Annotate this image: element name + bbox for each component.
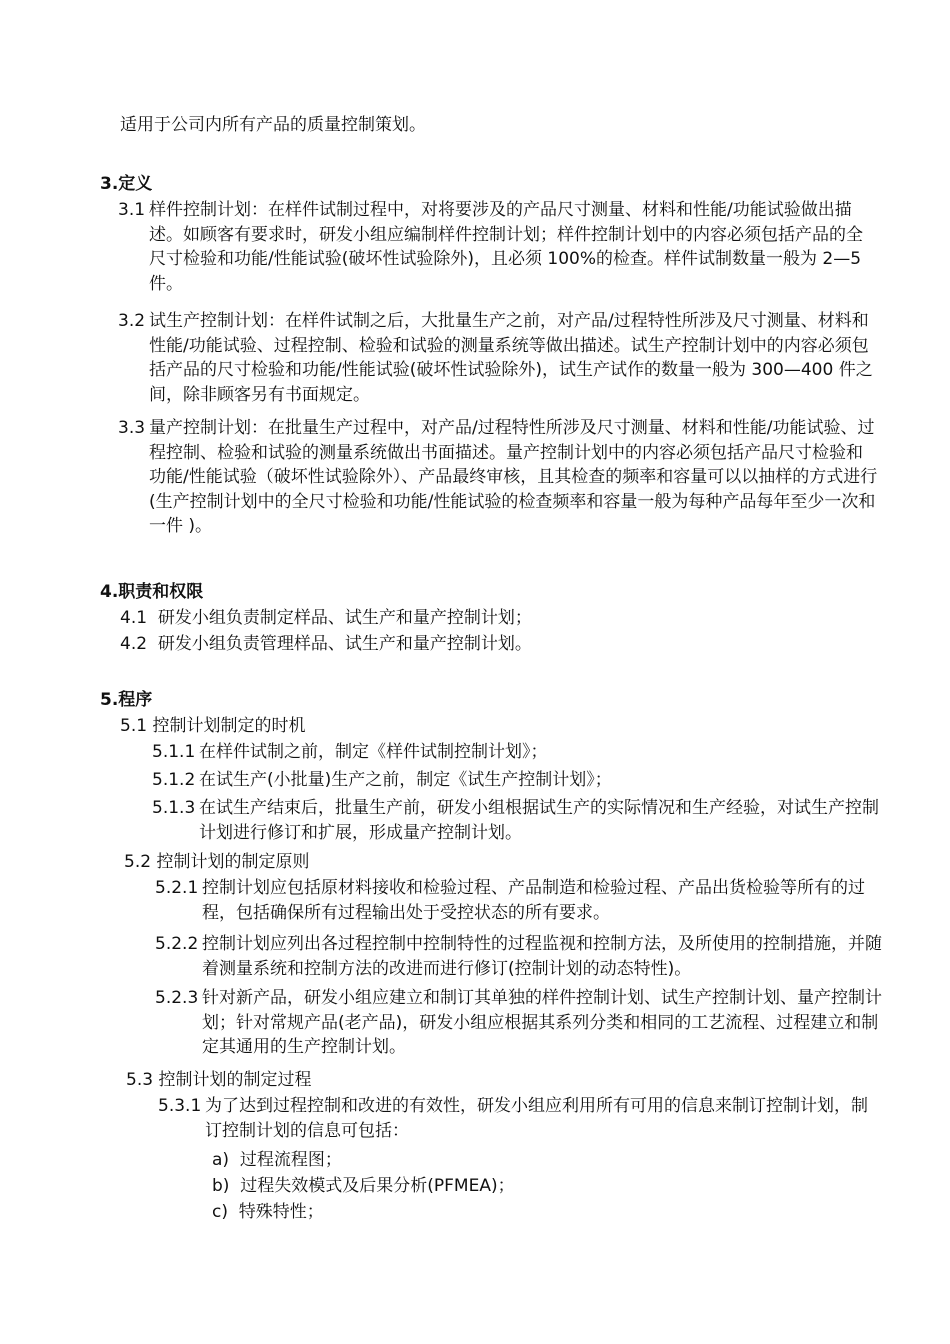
responsibility-item <box>120 606 532 630</box>
item-text: 样件控制计划：在样件试制过程中，对将要涉及的产品尺寸测量、材料和性能/功能试验做出描述。如顾客有要求时，研发小组应编制样件控制计划；样件控制计划中的内容必须包括产品的全尺寸检验和功能/性能试验(破坏性试验除外)，且必须 100%的检查。样件试制数量一般为 2—5 件。 <box>149 200 863 294</box>
procedure-item <box>155 986 883 1060</box>
item-number: 3.2 <box>118 311 146 331</box>
procedure-item <box>152 768 882 793</box>
item-text: 控制计划应列出各过程控制中控制特性的过程监视和控制方法，及所使用的控制措施，并随着测量系统和控制方法的改进而进行修订(控制计划的动态特性)。 <box>202 934 882 979</box>
item-number: 3.1 <box>118 200 146 220</box>
subsection-title: 5.2 控制计划的制定原则 <box>124 852 310 872</box>
responsibility-item <box>120 632 532 656</box>
definition-item <box>118 416 878 539</box>
subsection-title: 5.1 控制计划制定的时机 <box>120 716 306 736</box>
section-heading-definitions: 3.定义 <box>100 174 153 194</box>
procedure-item <box>152 740 882 765</box>
item-number: 4.2 <box>120 634 148 654</box>
item-text: 控制计划应包括原材料接收和检验过程、产品制造和检验过程、产品出货检验等所有的过程，包括确保所有过程输出处于受控状态的所有要求。 <box>202 878 865 923</box>
list-text: 过程流程图； <box>239 1150 342 1170</box>
item-text: 为了达到过程控制和改进的有效性，研发小组应利用所有可用的信息来制订控制计划，制订控制计划的信息可包括： <box>205 1096 868 1141</box>
item-text: 针对新产品，研发小组应建立和制订其单独的样件控制计划、试生产控制计划、量产控制计划；针对常规产品(老产品)，研发小组应根据其系列分类和相同的工艺流程、过程建立和制定其通用的生产控制计划。 <box>202 988 882 1057</box>
item-number: 3.3 <box>118 418 146 438</box>
section-heading-procedure: 5.程序 <box>100 690 153 710</box>
definition-item <box>118 309 878 407</box>
list-label: c) <box>212 1202 228 1222</box>
list-item <box>212 1200 324 1224</box>
list-text: 过程失效模式及后果分析(PFMEA)； <box>240 1176 515 1196</box>
item-number: 5.1.1 <box>152 742 196 762</box>
procedure-item <box>152 796 882 845</box>
procedure-item <box>158 1094 882 1143</box>
item-text: 量产控制计划：在批量生产过程中，对产品/过程特性所涉及尺寸测量、材料和性能/功能试验、过程控制、检验和试验的测量系统做出书面描述。量产控制计划中的内容必须包括产品尺寸检验和功能/性能试验（破坏性试验除外）、产品最终审核，且其检查的频率和容量可以以抽样的方式进行 (生产控制计划中的全尺寸检验和功能/性能试验的检查频率和容量一般为每种产品每年至少一次和一件 )。 <box>149 418 878 536</box>
item-number: 5.3.1 <box>158 1096 202 1116</box>
procedure-item <box>155 876 883 925</box>
subsection-title: 5.3 控制计划的制定过程 <box>126 1070 312 1090</box>
item-number: 4.1 <box>120 608 148 628</box>
list-item <box>212 1148 342 1172</box>
list-item <box>212 1174 515 1198</box>
procedure-item <box>155 932 883 981</box>
section-heading-responsibilities: 4.职责和权限 <box>100 582 204 602</box>
definition-item <box>118 198 878 296</box>
item-number: 5.1.3 <box>152 798 196 818</box>
scope-text: 适用于公司内所有产品的质量控制策划。 <box>120 115 426 135</box>
item-text: 在样件试制之前，制定《样件试制控制计划》； <box>199 742 548 762</box>
list-label: a) <box>212 1150 230 1170</box>
list-text: 特殊特性； <box>238 1202 324 1222</box>
item-number: 5.2.1 <box>155 878 199 898</box>
list-label: b) <box>212 1176 230 1196</box>
item-text: 在试生产结束后，批量生产前，研发小组根据试生产的实际情况和生产经验，对试生产控制计划进行修订和扩展，形成量产控制计划。 <box>199 798 879 843</box>
item-text: 在试生产(小批量)生产之前，制定《试生产控制计划》； <box>199 770 612 790</box>
item-text: 研发小组负责管理样品、试生产和量产控制计划。 <box>157 634 532 654</box>
item-number: 5.1.2 <box>152 770 196 790</box>
item-text: 试生产控制计划：在样件试制之后，大批量生产之前，对产品/过程特性所涉及尺寸测量、材料和性能/功能试验、过程控制、检验和试验的测量系统等做出描述。试生产控制计划中的内容必须包括产品的尺寸检验和功能/性能试验(破坏性试验除外)，试生产试作的数量一般为 300—400 件之间，除非顾客另有书面规定。 <box>149 311 873 405</box>
item-text: 研发小组负责制定样品、试生产和量产控制计划； <box>157 608 532 628</box>
item-number: 5.2.3 <box>155 988 199 1008</box>
item-number: 5.2.2 <box>155 934 199 954</box>
